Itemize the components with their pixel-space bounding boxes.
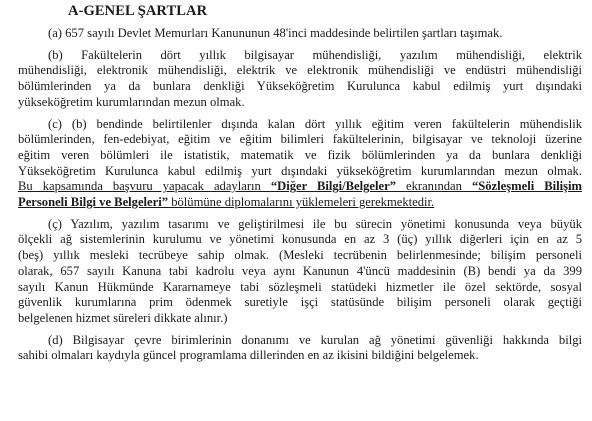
item-c [18, 117, 582, 211]
section-heading: A-GENEL ŞARTLAR [68, 3, 208, 19]
item-d-line: (d) Bilgisayar çevre birimlerinin donanımı ve kurulan ağ yönetimi güvenliği hakkında bilgi [48, 332, 582, 347]
item-c-bold-text: Personeli Bilgi ve Belgeleri” [18, 195, 169, 210]
item-b-line: mühendisliği, elektronik mühendisliği, elektrik ve elektronik mühendisliği ve endüstri mühendisliği [18, 63, 582, 78]
item-c-line: eğitim veren bölümleri ile istatistik, matematik ve fizik bölümlerinden ya da bunlara denkliği [18, 147, 582, 162]
item-cc-line: (beş) yıllık mesleki tecrübeye sahip olmak. (Mesleki tecrübenin belirlenmesinde; bilişim personeli [18, 248, 582, 263]
item-cc [18, 217, 582, 327]
item-c-line: bölümlerinden, fen-edebiyat, eğitim ve eğitim bilimleri fakültelerinin, bilgisayar ve teknoloji üzerine [18, 132, 582, 147]
item-c-line: (c) (b) bendinde belirtilenler dışında kalan dört yıllık eğitim veren fakültelerin mühendislik [48, 116, 582, 131]
item-b-line: yükseköğretim kurumlarından mezun olmak. [18, 94, 245, 109]
item-d-line: sahibi olmaları kaydıyla güncel programlama dillerinden en az ikisini bildiğini belgelemek. [18, 348, 479, 363]
item-cc-line: sayılı Kanun Hükmünde Kararnameye tabi sözleşmeli statüdeki hizmetler ile özel sektörde, sosyal [18, 279, 582, 294]
item-c-line: Yükseköğretim Kurulunca kabul edilmiş yurt dışındaki yükseköğretim kurumlarından mezun olmak. [18, 163, 582, 178]
item-d [18, 333, 582, 364]
item-b [18, 48, 582, 111]
item-c-underlined-text: ekranından [396, 179, 472, 194]
item-cc-line: olarak, 657 sayılı Kanuna tabi kadrolu veya aynı Kanunun 4'üncü maddesinin (B) bendi ya da 399 [18, 263, 582, 278]
item-cc-line: (ç) Yazılım, yazılım tasarımı ve geliştirilmesi ile bu sürecin yönetimi konusunda veya büyük [48, 216, 582, 231]
item-b-line: bölümlerinden ya da bunlara denkliği Yükseköğretim Kurulunca kabul edilmiş yurt dışındaki [18, 79, 582, 94]
item-c-underlined-text: Bu kapsamında başvuru yapacak adayların [18, 179, 271, 194]
item-c-underlined-line [18, 195, 582, 211]
item-cc-line: güvenlik kurumlarına prim ödenmek suretiyle işçi statüsünde bilişim personeli olarak geçtiği [18, 295, 582, 310]
item-c-underlined-line [18, 179, 582, 195]
item-a-line: (a) 657 sayılı Devlet Memurları Kanununun 48'inci maddesinde belirtilen şartları taşımak. [48, 26, 503, 40]
item-cc-line: belgelenen hizmet süreleri dikkate alınır.) [18, 310, 228, 325]
item-c-underlined-text: bölümüne diplomalarını yüklemeleri gerekmektedir. [168, 195, 435, 210]
item-c-bold-text: “Diğer Bilgi/Belgeler” [270, 179, 396, 194]
item-b-line: (b) Fakültelerin dört yıllık bilgisayar mühendisliği, yazılım mühendisliği, elektrik [48, 47, 582, 62]
item-a [18, 26, 582, 42]
item-c-bold-text: “Sözleşmeli Bilişim [471, 179, 582, 194]
item-cc-line: ölçekli ağ sistemlerinin kurulumu ve yönetimi konusunda en az 3 (üç) yıllık diğerleri için en az 5 [18, 232, 582, 247]
